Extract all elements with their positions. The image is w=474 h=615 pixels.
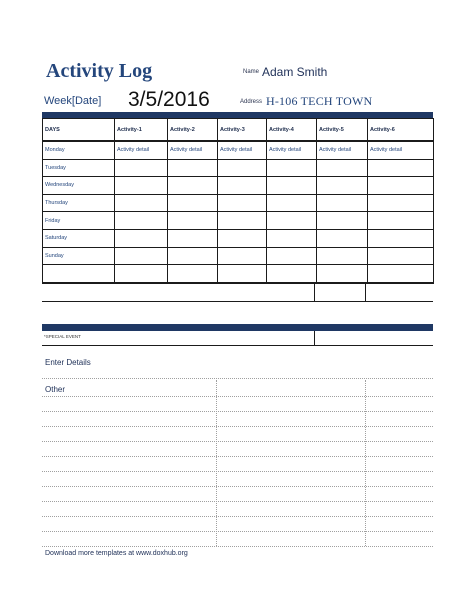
special-event-label: *SPECIAL EVENT — [44, 334, 81, 339]
activity-cell[interactable] — [115, 229, 168, 247]
activity-cell[interactable]: Activity detail — [168, 141, 218, 159]
activity-table — [42, 118, 434, 284]
name-value[interactable]: Adam Smith — [262, 65, 328, 79]
summary-bottom-line — [42, 301, 433, 302]
activity-cell[interactable] — [368, 229, 434, 247]
notes-line — [42, 456, 433, 457]
activity-cell[interactable] — [115, 247, 168, 265]
column-header: Activity-5 — [317, 119, 368, 142]
activity-cell[interactable]: Activity detail — [218, 141, 267, 159]
day-cell: Wednesday — [43, 177, 115, 195]
activity-cell[interactable] — [317, 159, 368, 177]
other-label: Other — [45, 385, 66, 394]
activity-cell[interactable] — [218, 159, 267, 177]
address-label: Address — [240, 99, 263, 105]
activity-cell[interactable] — [115, 159, 168, 177]
activity-cell[interactable]: Activity detail — [115, 141, 168, 159]
table-row — [43, 229, 434, 247]
activity-cell[interactable] — [368, 212, 434, 230]
day-cell: Saturday — [43, 229, 115, 247]
activity-cell[interactable] — [267, 194, 317, 212]
footer-text: Download more templates at www.doxhub.org — [45, 550, 188, 557]
notes-line — [42, 396, 433, 397]
activity-cell[interactable] — [115, 194, 168, 212]
activity-cell[interactable] — [168, 212, 218, 230]
activity-cell[interactable] — [368, 265, 434, 283]
activity-cell[interactable] — [168, 247, 218, 265]
notes-line — [42, 426, 433, 427]
column-header: Activity-2 — [168, 119, 218, 142]
notes-line — [42, 546, 433, 547]
table-row — [43, 177, 434, 195]
activity-cell[interactable] — [267, 177, 317, 195]
activity-cell[interactable] — [317, 229, 368, 247]
activity-cell[interactable] — [115, 265, 168, 283]
activity-cell[interactable] — [168, 229, 218, 247]
week-label: Week[Date] — [44, 95, 102, 107]
activity-cell[interactable] — [168, 159, 218, 177]
notes-line — [42, 471, 433, 472]
column-header: Activity-6 — [368, 119, 434, 142]
special-event-bar — [42, 324, 433, 331]
activity-cell[interactable] — [368, 194, 434, 212]
activity-cell[interactable] — [368, 247, 434, 265]
table-row — [43, 141, 434, 159]
address-value[interactable]: H-106 TECH TOWN — [266, 94, 373, 108]
activity-cell[interactable] — [317, 177, 368, 195]
column-header: DAYS — [43, 119, 115, 142]
activity-cell[interactable] — [218, 265, 267, 283]
special-event-row — [42, 331, 433, 346]
activity-cell[interactable] — [317, 265, 368, 283]
activity-cell[interactable] — [267, 212, 317, 230]
activity-cell[interactable] — [267, 229, 317, 247]
day-cell: Thursday — [43, 194, 115, 212]
notes-line — [42, 486, 433, 487]
activity-cell[interactable] — [267, 159, 317, 177]
activity-cell[interactable] — [115, 212, 168, 230]
name-label: Name — [243, 69, 260, 75]
activity-cell[interactable]: Activity detail — [317, 141, 368, 159]
activity-cell[interactable] — [168, 194, 218, 212]
activity-cell[interactable] — [218, 177, 267, 195]
day-cell: Friday — [43, 212, 115, 230]
activity-cell[interactable] — [317, 194, 368, 212]
activity-cell[interactable] — [267, 247, 317, 265]
activity-cell[interactable]: Activity detail — [267, 141, 317, 159]
column-header: Activity-3 — [218, 119, 267, 142]
notes-line — [42, 411, 433, 412]
column-header: Activity-1 — [115, 119, 168, 142]
activity-cell[interactable] — [317, 247, 368, 265]
activity-cell[interactable] — [368, 177, 434, 195]
activity-cell[interactable] — [115, 177, 168, 195]
day-cell: Sunday — [43, 247, 115, 265]
activity-cell[interactable] — [368, 159, 434, 177]
table-row — [43, 194, 434, 212]
special-event-divider — [314, 331, 315, 345]
activity-cell[interactable] — [267, 265, 317, 283]
day-cell: Tuesday — [43, 159, 115, 177]
notes-line — [42, 531, 433, 532]
activity-cell[interactable] — [168, 177, 218, 195]
summary-divider — [365, 284, 366, 302]
enter-details-label: Enter Details — [45, 358, 91, 367]
activity-cell[interactable] — [218, 212, 267, 230]
table-row — [43, 265, 434, 283]
activity-cell[interactable] — [317, 212, 368, 230]
notes-column-divider — [365, 380, 366, 546]
page-title: Activity Log — [46, 60, 153, 82]
date-value[interactable]: 3/5/2016 — [128, 88, 210, 111]
table-row — [43, 212, 434, 230]
day-cell: Monday — [43, 141, 115, 159]
table-row — [43, 247, 434, 265]
notes-line — [42, 441, 433, 442]
activity-cell[interactable]: Activity detail — [368, 141, 434, 159]
table-header-row — [43, 119, 434, 142]
activity-cell[interactable] — [168, 265, 218, 283]
activity-cell[interactable] — [218, 194, 267, 212]
activity-cell[interactable] — [218, 229, 267, 247]
table-row — [43, 159, 434, 177]
notes-column-divider — [216, 380, 217, 546]
summary-divider — [314, 284, 315, 302]
details-line — [42, 378, 433, 379]
notes-line — [42, 516, 433, 517]
column-header: Activity-4 — [267, 119, 317, 142]
activity-cell[interactable] — [218, 247, 267, 265]
notes-line — [42, 501, 433, 502]
day-cell — [43, 265, 115, 283]
